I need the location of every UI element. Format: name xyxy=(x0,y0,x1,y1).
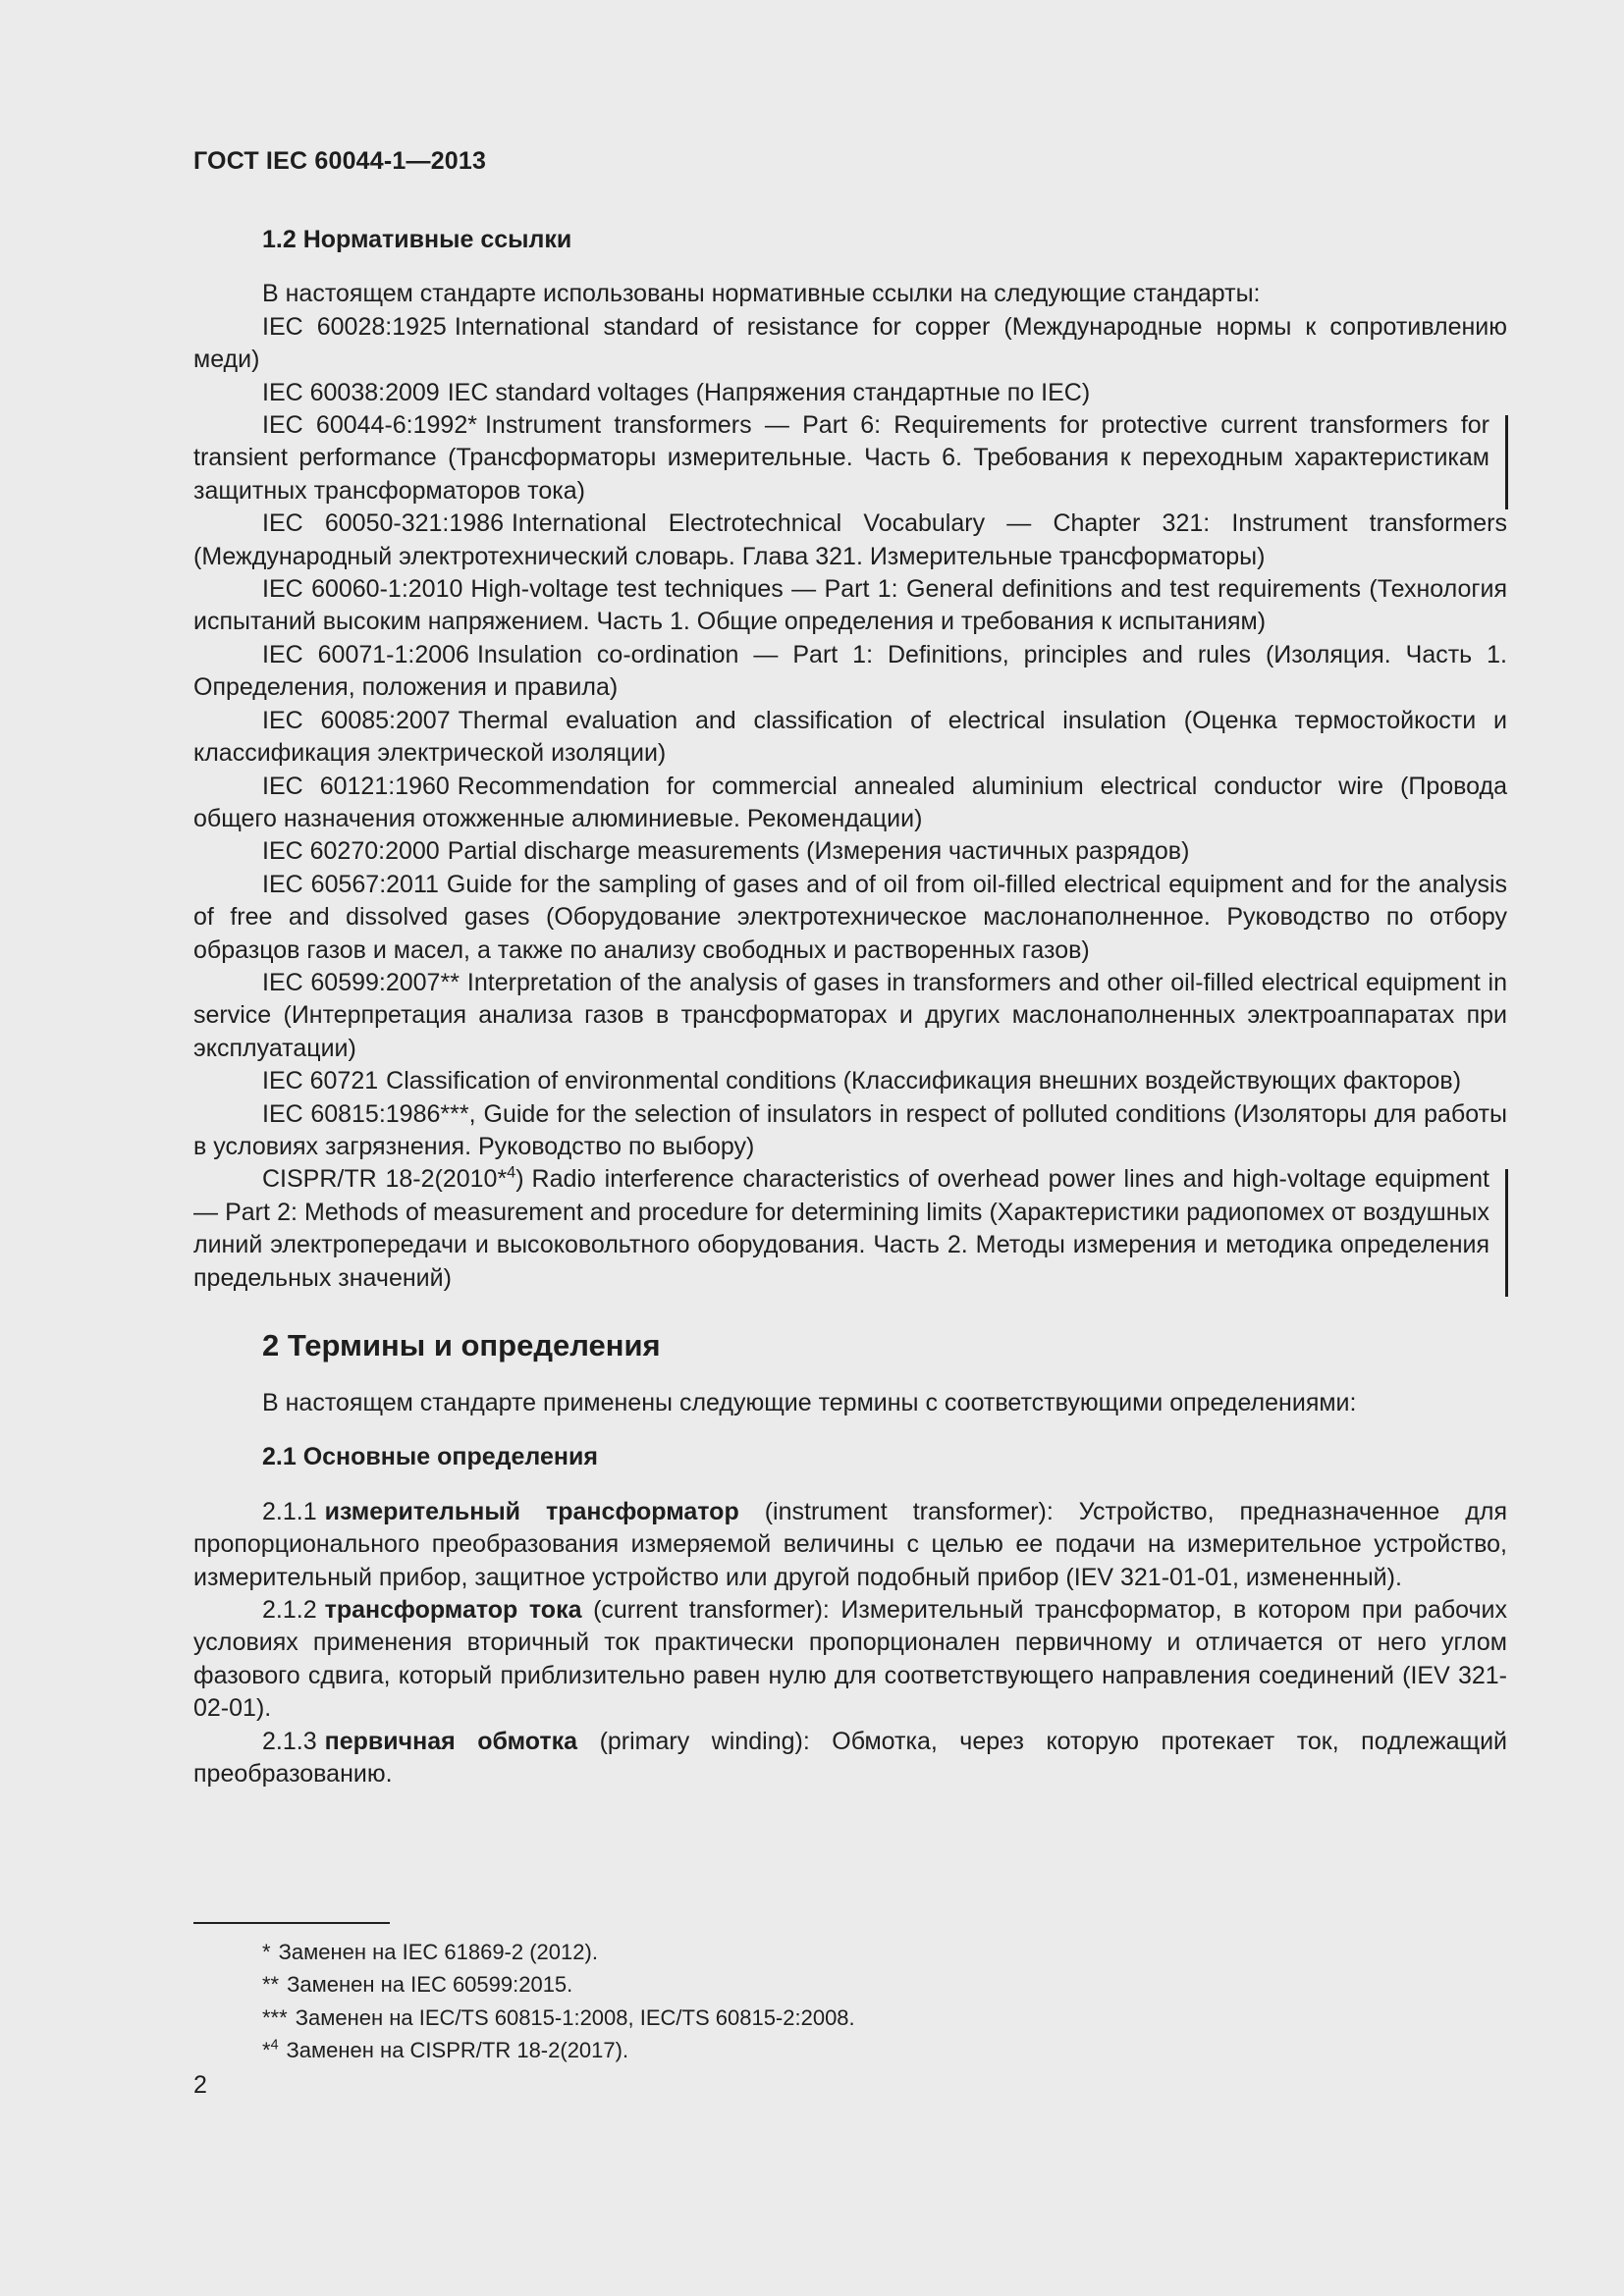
reference-entry xyxy=(193,705,1507,771)
reference-entry xyxy=(193,835,1507,868)
reference-entry xyxy=(193,771,1507,836)
reference-code: IEC 60085:2007 xyxy=(262,706,451,734)
definition-term: трансформатор тока xyxy=(324,1596,582,1625)
footnote-superscript: 4 xyxy=(507,1164,516,1183)
footnote xyxy=(262,1936,855,1968)
changed-block xyxy=(193,1163,1507,1295)
reference-text: Thermal evaluation and classification of electrical insulation (Оценка термостойкости и классификация электрической изоляции) xyxy=(193,706,1507,768)
definition-entry xyxy=(193,1726,1507,1791)
footnote-text: Заменен на IEC/TS 60815-1:2008, IEC/TS 60815-2:2008. xyxy=(295,2004,855,2030)
definition-term: измерительный трансформатор xyxy=(324,1497,739,1525)
definition-text: (current transformer): Измерительный трансформатор, в котором при рабочих условиях применения вторичный ток практически пропорционален первичному и отличается от него углом фазового сдвига, который приблизительно равен нулю для соответствующего направления соединений (IEV 321-02-01). xyxy=(193,1596,1507,1723)
page-number: 2 xyxy=(193,2071,207,2099)
definition-text: (instrument transformer): Устройство, предназначенное для пропорционального преобразования измеряемой величины с целью ее подачи на измерительное устройство, измерительный прибор, защитное устройство или другой подобный прибор (IEV 321-01-01, измененный). xyxy=(193,1497,1507,1591)
reference-entry xyxy=(193,639,1507,705)
footnote-text: Заменен на IEC 60599:2015. xyxy=(287,1972,573,1998)
reference-entry xyxy=(193,1163,1507,1295)
reference-text: Insulation co-ordination — Part 1: Definitions, principles and rules (Изоляция. Часть 1. Определения, положения и правила) xyxy=(193,640,1508,702)
section-2-intro: В настоящем стандарте применены следующие термины с соответствующими определениями: xyxy=(262,1389,1357,1416)
footnote-separator xyxy=(193,1922,390,1924)
page-content xyxy=(193,224,1507,1790)
reference-code: IEC 60028:1925 xyxy=(262,312,447,341)
reference-text: Radio interference characteristics of overhead power lines and high-voltage equipment — Part 2: Methods of measurement and procedure for determining limits (Характеристики радиопомех от воздушных линий электропередачи и высоковольтного оборудования. Часть 2. Методы измерения и методика определения предельных значений) xyxy=(193,1165,1489,1292)
reference-code xyxy=(262,1165,532,1193)
reference-code: IEC 60121:1960 xyxy=(262,772,450,800)
reference-text: Instrument transformers — Part 6: Requirements for protective current transformers for transient performance (Трансформаторы измерительные. Часть 6. Требования к переходным характеристикам защитных трансформаторов тока) xyxy=(193,411,1489,505)
footnote xyxy=(262,2002,855,2034)
reference-text: Interpretation of the analysis of gases in transformers and other oil-filled electrical equipment in service (Интерпретация анализа газов в трансформаторах и других маслонаполненных электроаппаратах при эксплуатации) xyxy=(193,968,1507,1062)
reference-text: Guide for the sampling of gases and of oil from oil-filled electrical equipment and for the analysis of free and dissolved gases (Оборудование электротехническое маслонаполненное. Руководство по отбору образцов газов и масел, а также по анализу свободных и растворенных газов) xyxy=(193,870,1507,964)
reference-text: Guide for the selection of insulators in respect of polluted conditions (Изоляторы для работы в условиях загрязнения. Руководство по выбору) xyxy=(193,1099,1507,1160)
section-2-heading: 2 Термины и определения xyxy=(262,1328,661,1362)
changed-block xyxy=(193,409,1507,507)
reference-code: IEC 60599:2007** xyxy=(262,968,460,996)
definition-entry xyxy=(193,1594,1507,1726)
footnote-mark: *** xyxy=(262,2004,288,2030)
footnote-text: Заменен на IEC 61869-2 (2012). xyxy=(278,1940,598,1964)
section-1-2-heading: 1.2 Нормативные ссылки xyxy=(262,226,572,253)
reference-code-suffix: ) xyxy=(515,1165,524,1194)
reference-code: IEC 60815:1986***, xyxy=(262,1099,476,1128)
reference-code: IEC 60060-1:2010 xyxy=(262,575,463,604)
definition-number: 2.1.3 xyxy=(262,1727,317,1755)
footnote xyxy=(262,2034,855,2066)
reference-entry xyxy=(193,1098,1507,1164)
reference-text: International Electrotechnical Vocabulary — Chapter 321: Instrument transformers (Международный электротехнический словарь. Глава 321. Измерительные трансформаторы) xyxy=(193,509,1507,570)
change-bar xyxy=(1505,1169,1508,1297)
reference-code: IEC 60050-321:1986 xyxy=(262,509,504,538)
definition-text: (primary winding): Обмотка, через которую протекает ток, подлежащий преобразованию. xyxy=(193,1727,1507,1789)
reference-code: IEC 60567:2011 xyxy=(262,870,439,898)
definition-term: первичная обмотка xyxy=(324,1727,578,1755)
reference-entry xyxy=(193,311,1507,377)
reference-entry xyxy=(193,409,1507,507)
definition-number: 2.1.1 xyxy=(262,1497,317,1525)
footnote-mark-superscript: 4 xyxy=(270,2037,279,2054)
footnote-mark: * xyxy=(262,1940,271,1964)
footnote-mark-prefix: * xyxy=(262,2038,271,2063)
reference-entry xyxy=(193,869,1507,967)
reference-entry xyxy=(193,377,1507,409)
footnote xyxy=(262,1968,855,2001)
footnotes xyxy=(262,1936,855,2067)
reference-entry xyxy=(193,1065,1507,1097)
section-1-2-intro: В настоящем стандарте использованы нормативные ссылки на следующие стандарты: xyxy=(262,280,1261,308)
reference-code-prefix: CISPR/TR 18-2(2010* xyxy=(262,1165,508,1194)
reference-text: Partial discharge measurements (Измерения частичных разрядов) xyxy=(447,837,1190,866)
section-2-1-heading: 2.1 Основные определения xyxy=(262,1443,598,1471)
reference-code: IEC 60038:2009 xyxy=(262,378,440,406)
reference-text: IEC standard voltages (Напряжения стандартные по IEC) xyxy=(447,378,1091,406)
reference-entry xyxy=(193,573,1507,639)
change-bar xyxy=(1505,415,1508,509)
reference-text: Classification of environmental conditions (Классификация внешних воздействующих факторов) xyxy=(386,1067,1462,1095)
reference-text: Recommendation for commercial annealed aluminium electrical conductor wire (Провода общего назначения отожженные алюминиевые. Рекомендации) xyxy=(193,772,1507,832)
reference-code: IEC 60044-6:1992* xyxy=(262,411,477,440)
footnote-mark xyxy=(262,2038,279,2062)
footnote-mark: ** xyxy=(262,1972,280,1998)
reference-code: IEC 60071-1:2006 xyxy=(262,640,469,668)
definition-number: 2.1.2 xyxy=(262,1596,317,1625)
document-code: ГОСТ IEC 60044-1—2013 xyxy=(193,147,487,175)
reference-code: IEC 60270:2000 xyxy=(262,837,440,866)
footnote-text: Заменен на CISPR/TR 18-2(2017). xyxy=(286,2038,629,2063)
definition-entry xyxy=(193,1496,1507,1594)
reference-text: High-voltage test techniques — Part 1: General definitions and test requirements (Технология испытаний высоким напряжением. Часть 1. Общие определения и требования к испытаниям) xyxy=(193,575,1508,636)
reference-entry xyxy=(193,967,1507,1065)
reference-text: International standard of resistance for copper (Международные нормы к сопротивлению меди) xyxy=(193,312,1507,374)
reference-code: IEC 60721 xyxy=(262,1067,379,1095)
reference-entry xyxy=(193,507,1507,573)
